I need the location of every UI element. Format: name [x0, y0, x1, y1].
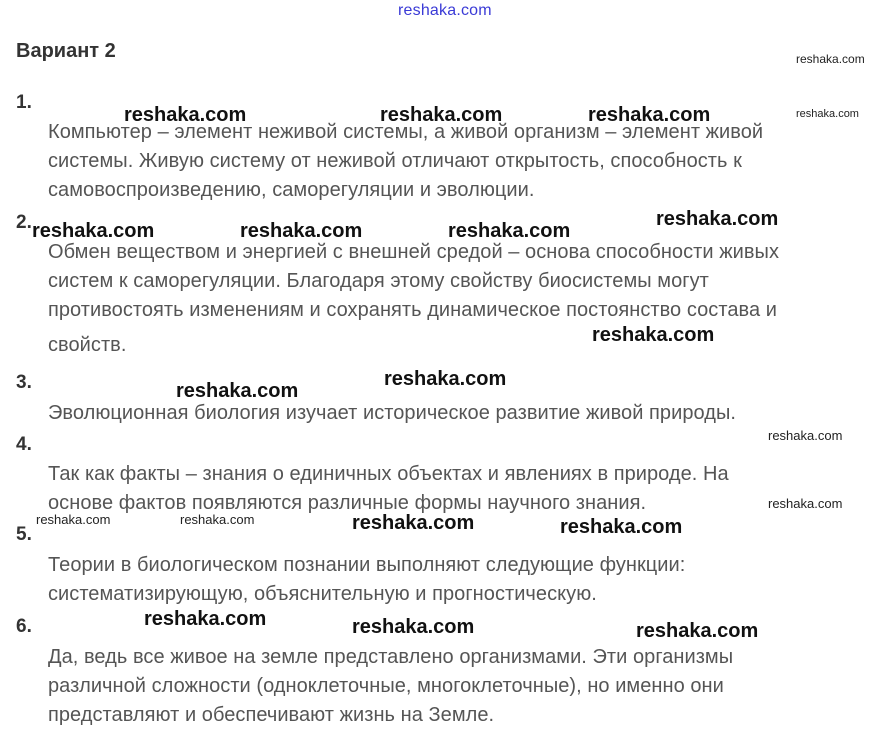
watermark: reshaka.com	[380, 104, 503, 126]
watermark: reshaka.com	[176, 380, 299, 402]
watermark: reshaka.com	[352, 616, 475, 638]
watermark: reshaka.com	[592, 324, 715, 346]
answer-number: 4.	[16, 434, 32, 455]
watermark: reshaka.com	[240, 220, 363, 242]
watermark: reshaka.com	[36, 512, 111, 527]
answer-line: различной сложности (одноклеточные, многоклеточные), но именно они	[48, 675, 724, 697]
answer-line: Так как факты – знания о единичных объектах и явлениях в природе. На	[48, 463, 729, 485]
answer-line: основе фактов появляются различные формы научного знания.	[48, 492, 647, 514]
watermark: reshaka.com	[32, 220, 155, 242]
watermark: reshaka.com	[180, 512, 255, 527]
watermark: reshaka.com	[448, 220, 571, 242]
answer-line: свойств.	[48, 334, 127, 356]
answer-line: самовоспроизведению, саморегуляции и эволюции.	[48, 179, 535, 201]
answer-number: 3.	[16, 372, 32, 393]
watermark: reshaka.com	[656, 208, 779, 230]
watermark: reshaka.com	[636, 620, 759, 642]
answer-line: Компьютер – элемент неживой системы, а живой организм – элемент живой	[48, 121, 764, 143]
answer-line: Теории в биологическом познании выполняют следующие функции:	[48, 554, 686, 576]
watermark: reshaka.com	[352, 512, 475, 534]
watermark: reshaka.com	[588, 104, 711, 126]
answer-text	[48, 118, 894, 205]
answer-line: системы. Живую систему от неживой отличают открытость, способность к	[48, 150, 742, 172]
page-title: Вариант 2	[16, 40, 116, 62]
answer-number: 2.	[16, 212, 32, 233]
answer-line: Обмен веществом и энергией с внешней средой – основа способности живых	[48, 241, 779, 263]
answer-text	[48, 399, 894, 428]
answer-text	[48, 551, 894, 609]
answer-line: представляют и обеспечивают жизнь на Земле.	[48, 704, 495, 726]
watermark: reshaka.com	[384, 368, 507, 390]
watermark: reshaka.com	[796, 52, 865, 66]
watermark: reshaka.com	[124, 104, 247, 126]
watermark: reshaka.com	[768, 496, 843, 511]
watermark: reshaka.com	[560, 516, 683, 538]
answer-number: 6.	[16, 616, 32, 637]
answer-line: Эволюционная биология изучает историческое развитие живой природы.	[48, 402, 736, 424]
answer-line: противостоять изменениям и сохранять динамическое постоянство состава и	[48, 299, 777, 321]
answer-line: Да, ведь все живое на земле представлено организмами. Эти организмы	[48, 646, 734, 668]
site-link[interactable]: reshaka.com	[398, 2, 492, 19]
answer-text	[48, 238, 894, 360]
watermark: reshaka.com	[768, 428, 843, 443]
answer-line: систем к саморегуляции. Благодаря этому свойству биосистемы могут	[48, 270, 709, 292]
watermark: reshaka.com	[144, 608, 267, 630]
answer-text	[48, 643, 894, 730]
answer-number: 5.	[16, 524, 32, 545]
answer-line: систематизирующую, объяснительную и прогностическую.	[48, 583, 597, 605]
answer-number: 1.	[16, 92, 32, 113]
watermark: reshaka.com	[796, 108, 859, 120]
